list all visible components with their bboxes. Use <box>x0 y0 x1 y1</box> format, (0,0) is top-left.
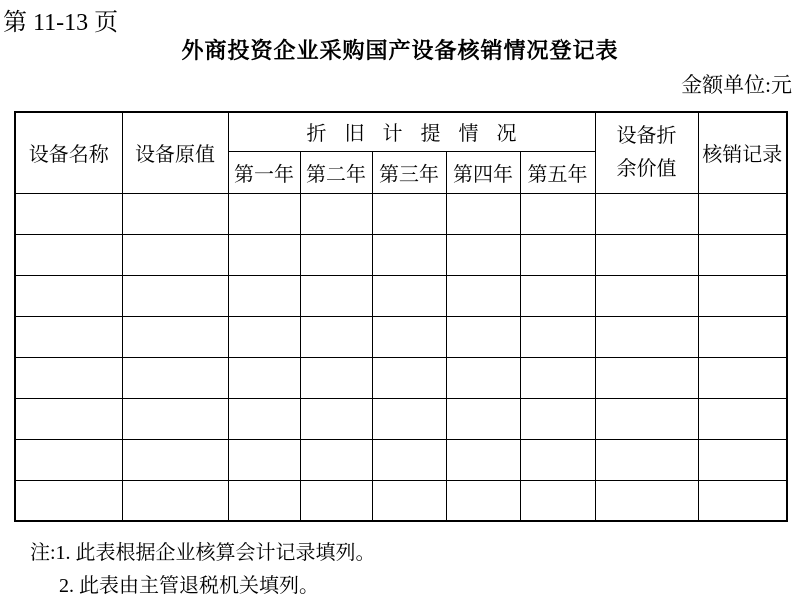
note-2: 2. 此表由主管退税机关填列。 <box>59 575 319 597</box>
empty-cell <box>595 316 698 357</box>
table-row <box>15 234 787 275</box>
empty-cell <box>698 357 787 398</box>
empty-cell <box>446 357 520 398</box>
empty-cell <box>122 275 228 316</box>
amount-unit-label: 金额单位:元 <box>681 73 792 97</box>
empty-cell <box>300 316 372 357</box>
empty-cell <box>446 398 520 439</box>
empty-cell <box>698 193 787 234</box>
table-row <box>15 480 787 521</box>
empty-cell <box>122 439 228 480</box>
empty-cell <box>300 480 372 521</box>
empty-cell <box>372 398 446 439</box>
empty-cell <box>520 357 595 398</box>
col-header-year-4: 第四年 <box>446 151 520 193</box>
empty-cell <box>520 398 595 439</box>
empty-cell <box>300 439 372 480</box>
registration-table <box>14 111 788 522</box>
empty-cell <box>228 480 300 521</box>
col-header-writeoff-record: 核销记录 <box>698 112 787 193</box>
empty-cell <box>520 480 595 521</box>
empty-cell <box>520 275 595 316</box>
empty-cell <box>698 480 787 521</box>
col-header-original-value: 设备原值 <box>122 112 228 193</box>
empty-cell <box>300 398 372 439</box>
note-1: 注:1. 此表根据企业核算会计记录填列。 <box>30 542 376 564</box>
empty-cell <box>520 316 595 357</box>
table-row <box>15 275 787 316</box>
empty-cell <box>698 234 787 275</box>
empty-cell <box>520 439 595 480</box>
empty-cell <box>372 275 446 316</box>
empty-cell <box>698 275 787 316</box>
empty-cell <box>595 439 698 480</box>
empty-cell <box>520 193 595 234</box>
header-row-top <box>15 112 787 151</box>
empty-cell <box>15 357 122 398</box>
col-header-year-3: 第三年 <box>372 151 446 193</box>
empty-cell <box>228 439 300 480</box>
notes-block <box>30 537 376 597</box>
empty-cell <box>446 193 520 234</box>
empty-cell <box>595 193 698 234</box>
table-row <box>15 398 787 439</box>
empty-cell <box>372 439 446 480</box>
empty-cell <box>446 316 520 357</box>
empty-cell <box>446 234 520 275</box>
empty-cell <box>122 357 228 398</box>
empty-cell <box>300 357 372 398</box>
col-header-residual-value <box>595 112 698 193</box>
empty-cell <box>446 275 520 316</box>
page-number-label: 第 11-13 页 <box>3 10 119 36</box>
empty-cell <box>15 234 122 275</box>
empty-cell <box>122 398 228 439</box>
empty-cell <box>122 316 228 357</box>
empty-cell <box>595 357 698 398</box>
empty-cell <box>122 234 228 275</box>
empty-cell <box>446 480 520 521</box>
table-body <box>15 193 787 521</box>
empty-cell <box>15 316 122 357</box>
col-header-year-5: 第五年 <box>520 151 595 193</box>
empty-cell <box>595 480 698 521</box>
empty-cell <box>372 357 446 398</box>
col-header-equipment-name: 设备名称 <box>15 112 122 193</box>
empty-cell <box>372 480 446 521</box>
empty-cell <box>595 398 698 439</box>
empty-cell <box>595 234 698 275</box>
col-header-depreciation-group: 折旧计提情况 <box>228 112 595 151</box>
empty-cell <box>300 193 372 234</box>
empty-cell <box>15 275 122 316</box>
empty-cell <box>228 275 300 316</box>
empty-cell <box>698 439 787 480</box>
residual-value-line1: 设备折 <box>616 124 677 147</box>
table-row <box>15 316 787 357</box>
empty-cell <box>122 193 228 234</box>
table-row <box>15 357 787 398</box>
table-row <box>15 439 787 480</box>
table-header <box>15 112 787 193</box>
empty-cell <box>372 234 446 275</box>
empty-cell <box>15 439 122 480</box>
empty-cell <box>228 193 300 234</box>
table-row <box>15 193 787 234</box>
residual-value-line2: 余价值 <box>616 157 677 180</box>
empty-cell <box>698 316 787 357</box>
page-title: 外商投资企业采购国产设备核销情况登记表 <box>181 38 619 63</box>
residual-value-label <box>596 120 698 186</box>
empty-cell <box>300 234 372 275</box>
col-header-year-2: 第二年 <box>300 151 372 193</box>
empty-cell <box>446 439 520 480</box>
empty-cell <box>228 234 300 275</box>
empty-cell <box>372 316 446 357</box>
empty-cell <box>372 193 446 234</box>
empty-cell <box>595 275 698 316</box>
empty-cell <box>122 480 228 521</box>
empty-cell <box>15 398 122 439</box>
empty-cell <box>228 316 300 357</box>
empty-cell <box>300 275 372 316</box>
empty-cell <box>15 480 122 521</box>
empty-cell <box>228 398 300 439</box>
col-header-year-1: 第一年 <box>228 151 300 193</box>
empty-cell <box>698 398 787 439</box>
empty-cell <box>15 193 122 234</box>
empty-cell <box>228 357 300 398</box>
empty-cell <box>520 234 595 275</box>
